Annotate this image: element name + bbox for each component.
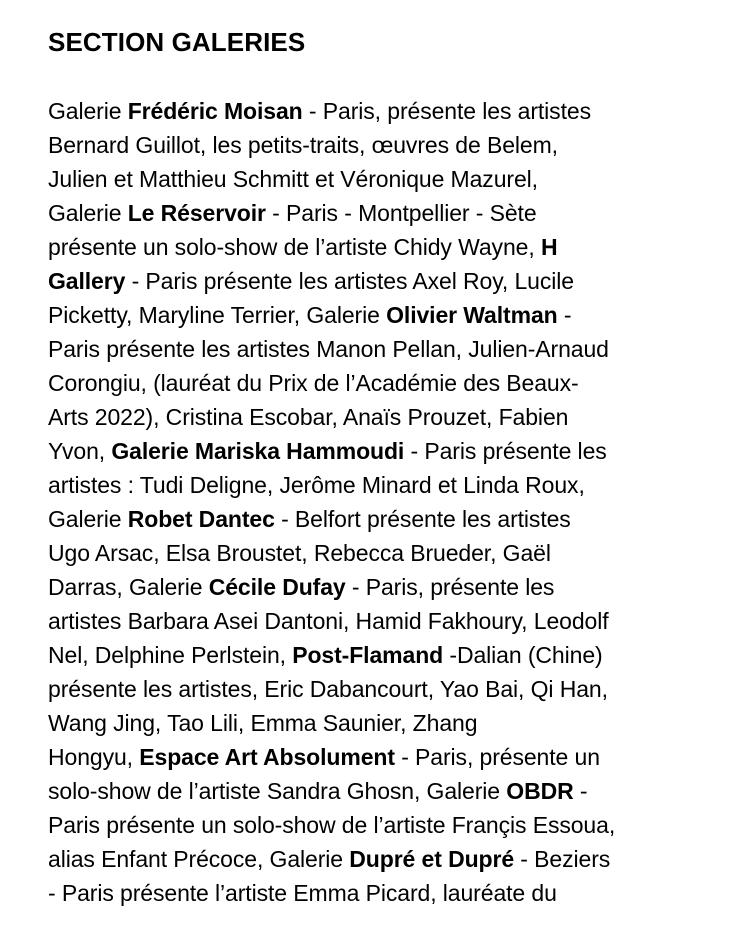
galleries-paragraph (48, 94, 697, 910)
text-segment: -Dalian (Chine) (443, 642, 603, 668)
text-segment: - Paris, présente un (394, 744, 600, 770)
text-segment: solo-show de l’artiste Sandra Ghosn, Galerie (48, 778, 507, 804)
text-segment: Galerie (48, 98, 128, 124)
paragraph-line (48, 94, 697, 128)
paragraph-line (48, 570, 697, 604)
text-segment: Paris présente les artistes Manon Pellan, Julien-Arnaud (48, 336, 609, 362)
text-segment: - Paris présente les (404, 438, 607, 464)
paragraph-line (48, 808, 697, 842)
paragraph-line (48, 366, 697, 400)
text-segment: - (573, 778, 588, 804)
gallery-name: Gallery (48, 268, 126, 294)
text-segment: - Paris présente les artistes Axel Roy, Lucile (125, 268, 574, 294)
paragraph-line (48, 332, 697, 366)
text-segment: Hongyu, (48, 744, 140, 770)
text-segment: - Paris, présente les artistes (302, 98, 591, 124)
paragraph-line (48, 842, 697, 876)
text-segment: - Belfort présente les artistes (274, 506, 571, 532)
paragraph-line (48, 706, 697, 740)
article-body (0, 27, 743, 910)
text-segment: Ugo Arsac, Elsa Broustet, Rebecca Brueder, Gaël (48, 540, 551, 566)
paragraph-line (48, 298, 697, 332)
section-heading: SECTION GALERIES (48, 27, 306, 57)
paragraph-line (48, 162, 697, 196)
text-segment: Yvon, (48, 438, 112, 464)
paragraph-line (48, 876, 697, 910)
text-segment: Darras, Galerie (48, 574, 209, 600)
text-segment: Corongiu, (lauréat du Prix de l’Académie des Beaux- (48, 370, 579, 396)
text-segment: artistes : Tudi Deligne, Jerôme Minard et Linda Roux, (48, 472, 585, 498)
gallery-name: Cécile Dufay (208, 574, 346, 600)
gallery-name: Robet Dantec (127, 506, 275, 532)
text-segment: - Paris - Montpellier - Sète (265, 200, 537, 226)
gallery-name: Galerie Mariska Hammoudi (111, 438, 405, 464)
text-segment: Wang Jing, Tao Lili, Emma Saunier, Zhang (48, 710, 478, 736)
text-segment: Nel, Delphine Perlstein, (48, 642, 293, 668)
text-segment: Arts 2022), Cristina Escobar, Anaïs Prouzet, Fabien (48, 404, 569, 430)
text-segment: Paris présente un solo-show de l’artiste Françis Essoua, (48, 812, 616, 838)
paragraph-line (48, 672, 697, 706)
text-segment: Galerie (48, 506, 128, 532)
text-segment: - Paris, présente les (345, 574, 555, 600)
paragraph-line (48, 774, 697, 808)
text-segment: artistes Barbara Asei Dantoni, Hamid Fakhoury, Leodolf (48, 608, 609, 634)
paragraph-line (48, 128, 697, 162)
gallery-name: Frédéric Moisan (127, 98, 303, 124)
text-segment: Bernard Guillot, les petits-traits, œuvres de Belem, (48, 132, 558, 158)
paragraph-line (48, 468, 697, 502)
gallery-name: Olivier Waltman (386, 302, 558, 328)
paragraph-line (48, 264, 697, 298)
text-segment: Picketty, Maryline Terrier, Galerie (48, 302, 387, 328)
text-segment: alias Enfant Précoce, Galerie (48, 846, 350, 872)
text-segment: - Beziers (514, 846, 611, 872)
gallery-name: H (540, 234, 558, 260)
paragraph-line (48, 434, 697, 468)
paragraph-line (48, 196, 697, 230)
gallery-name: Dupré et Dupré (349, 846, 515, 872)
paragraph-line (48, 604, 697, 638)
text-segment: - Paris présente l’artiste Emma Picard, lauréate du (48, 880, 557, 906)
paragraph-line (48, 400, 697, 434)
text-segment: présente les artistes, Eric Dabancourt, Yao Bai, Qi Han, (48, 676, 608, 702)
gallery-name: Espace Art Absolument (139, 744, 395, 770)
paragraph-line (48, 502, 697, 536)
text-segment: présente un solo-show de l’artiste Chidy Wayne, (48, 234, 541, 260)
paragraph-line (48, 536, 697, 570)
gallery-name: OBDR (506, 778, 574, 804)
paragraph-line (48, 740, 697, 774)
gallery-name: Post-Flamand (292, 642, 444, 668)
text-segment: - (557, 302, 572, 328)
paragraph-line (48, 230, 697, 264)
paragraph-line (48, 638, 697, 672)
gallery-name: Le Réservoir (127, 200, 266, 226)
text-segment: Julien et Matthieu Schmitt et Véronique Mazurel, (48, 166, 538, 192)
text-segment: Galerie (48, 200, 128, 226)
